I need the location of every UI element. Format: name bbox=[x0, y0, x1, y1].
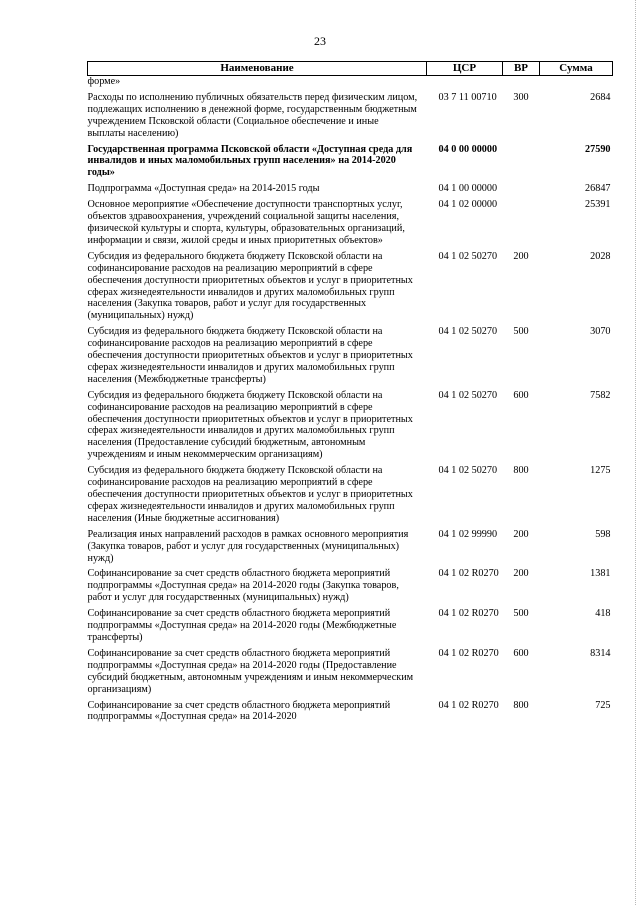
table-row bbox=[88, 144, 613, 184]
row-name-cell: Государственная программа Псковской области «Доступная среда для инвалидов и иных маломобильных групп населения» на 2014-2020 годы» bbox=[87, 143, 413, 179]
row-sum-cell: 2684 bbox=[590, 91, 611, 103]
row-vr-cell bbox=[503, 144, 540, 184]
row-csr-cell: 04 1 02 50270 bbox=[438, 250, 498, 262]
row-vr-cell: 200 bbox=[513, 250, 529, 262]
row-vr-cell: 300 bbox=[513, 91, 529, 103]
row-csr-cell: 04 1 02 50270 bbox=[438, 389, 498, 401]
column-header-vr: ВР bbox=[503, 62, 540, 76]
row-sum-cell: 598 bbox=[595, 528, 611, 540]
row-vr-cell bbox=[503, 199, 540, 251]
budget-table bbox=[87, 61, 613, 727]
row-name-cell: Расходы по исполнению публичных обязательств перед физическим лицом, подлежащих исполнению в денежной форме, государственным бюджетным учреждением Псковской области (Социальное обеспечение и иные выплаты населению) bbox=[87, 91, 418, 139]
row-csr-cell bbox=[427, 76, 503, 92]
row-sum-cell: 725 bbox=[595, 699, 611, 711]
row-csr-cell: 04 1 02 50270 bbox=[438, 326, 498, 338]
row-vr-cell: 500 bbox=[513, 326, 529, 338]
table-row bbox=[88, 608, 613, 648]
row-sum-cell: 418 bbox=[595, 608, 611, 620]
table-row bbox=[88, 465, 613, 529]
row-sum-cell: 1381 bbox=[590, 568, 611, 580]
row-csr-cell: 04 1 02 R0270 bbox=[438, 699, 499, 711]
row-name-cell: Софинансирование за счет средств областного бюджета мероприятий подпрограммы «Доступная среда» на 2014-2020 годы (Межбюджетные трансферты) bbox=[87, 608, 397, 643]
table-row bbox=[88, 251, 613, 326]
row-name-cell: форме» bbox=[87, 76, 121, 87]
row-csr-cell: 04 1 00 00000 bbox=[438, 183, 498, 195]
row-name-cell: Субсидия из федерального бюджета бюджету Псковской области на софинансирование расходов на реализацию мероприятий в сфере обеспечения доступности приоритетных объектов и услуг в приоритетных сферах жизнедеятельности инвалидов и других маломобильных групп населения (Предоставление субсидий бюджетным, автономным учреждениям и иным некоммерческим организациям) bbox=[87, 389, 413, 461]
table-row bbox=[88, 568, 613, 608]
table-row bbox=[88, 529, 613, 569]
row-csr-cell: 04 1 02 R0270 bbox=[438, 608, 499, 620]
scan-edge bbox=[635, 0, 640, 905]
row-name-cell: Реализация иных направлений расходов в рамках основного мероприятия (Закупка товаров, работ и услуг для государственных (муниципальных) нужд) bbox=[87, 528, 409, 564]
row-vr-cell: 200 bbox=[513, 528, 529, 540]
row-name-cell: Софинансирование за счет средств областного бюджета мероприятий подпрограммы «Доступная среда» на 2014-2020 bbox=[87, 699, 391, 723]
row-sum-cell: 27590 bbox=[585, 143, 611, 155]
table-row bbox=[88, 199, 613, 251]
column-header-name: Наименование bbox=[88, 62, 427, 76]
table-body bbox=[88, 76, 613, 728]
row-csr-cell: 04 0 00 00000 bbox=[438, 143, 498, 155]
row-vr-cell: 800 bbox=[513, 465, 529, 477]
row-sum-cell: 2028 bbox=[590, 250, 611, 262]
table-row bbox=[88, 390, 613, 465]
table-row bbox=[88, 326, 613, 390]
row-sum-cell: 7582 bbox=[590, 389, 611, 401]
row-csr-cell: 04 1 02 50270 bbox=[438, 465, 498, 477]
row-csr-cell: 04 1 02 99990 bbox=[438, 528, 498, 540]
table-header-row bbox=[88, 62, 613, 76]
table-row bbox=[88, 92, 613, 144]
table-row bbox=[88, 183, 613, 199]
page-number: 23 bbox=[314, 34, 326, 48]
row-name-cell: Основное мероприятие «Обеспечение доступности транспортных услуг, объектов здравоохранения, учреждений социальной защиты населения, физической культуры и спорта, культуры, образовательных организаций, информации и связи, жилой среды и иных приоритетных объектов» bbox=[87, 199, 405, 246]
row-vr-cell: 200 bbox=[513, 568, 529, 580]
row-sum-cell: 26847 bbox=[585, 183, 611, 195]
row-name-cell: Субсидия из федерального бюджета бюджету Псковской области на софинансирование расходов на реализацию мероприятий в сфере обеспечения доступности приоритетных объектов и услуг в приоритетных сферах жизнедеятельности инвалидов и других маломобильных групп населения (Межбюджетные трансферты) bbox=[87, 326, 413, 385]
row-name-cell: Софинансирование за счет средств областного бюджета мероприятий подпрограммы «Доступная среда» на 2014-2020 годы (Закупка товаров, работ и услуг для государственных (муниципальных) нужд) bbox=[87, 568, 399, 604]
row-csr-cell: 03 7 11 00710 bbox=[438, 91, 497, 103]
column-header-sum: Сумма bbox=[540, 62, 613, 76]
row-csr-cell: 04 1 02 R0270 bbox=[438, 647, 499, 659]
row-vr-cell bbox=[503, 183, 540, 199]
table-row bbox=[88, 76, 613, 92]
row-name-cell: Подпрограмма «Доступная среда» на 2014-2015 годы bbox=[87, 183, 320, 195]
row-sum-cell: 8314 bbox=[590, 647, 611, 659]
column-header-csr: ЦСР bbox=[427, 62, 503, 76]
row-vr-cell: 600 bbox=[513, 647, 529, 659]
row-vr-cell: 600 bbox=[513, 389, 529, 401]
row-csr-cell: 04 1 02 00000 bbox=[438, 199, 498, 211]
row-vr-cell bbox=[503, 76, 540, 92]
row-sum-cell: 25391 bbox=[585, 199, 611, 211]
row-vr-cell: 500 bbox=[513, 608, 529, 620]
row-sum-cell: 1275 bbox=[590, 465, 611, 477]
row-name-cell: Софинансирование за счет средств областного бюджета мероприятий подпрограммы «Доступная среда» на 2014-2020 годы (Предоставление субсидий бюджетным, автономным учреждениям и иным некоммерческим организациям) bbox=[87, 647, 414, 695]
table-row bbox=[88, 700, 613, 728]
row-csr-cell: 04 1 02 R0270 bbox=[438, 568, 499, 580]
row-sum-cell bbox=[540, 76, 613, 92]
row-name-cell: Субсидия из федерального бюджета бюджету Псковской области на софинансирование расходов на реализацию мероприятий в сфере обеспечения доступности приоритетных объектов и услуг в приоритетных сферах жизнедеятельности инвалидов и других маломобильных групп населения (Закупка товаров, работ и услуг для государственных (муниципальных) нужд) bbox=[87, 250, 413, 322]
row-vr-cell: 800 bbox=[513, 699, 529, 711]
row-sum-cell: 3070 bbox=[590, 326, 611, 338]
row-name-cell: Субсидия из федерального бюджета бюджету Псковской области на софинансирование расходов на реализацию мероприятий в сфере обеспечения доступности приоритетных объектов и услуг в приоритетных сферах жизнедеятельности инвалидов и других маломобильных групп населения (Иные бюджетные ассигнования) bbox=[87, 465, 413, 524]
table-row bbox=[88, 648, 613, 700]
